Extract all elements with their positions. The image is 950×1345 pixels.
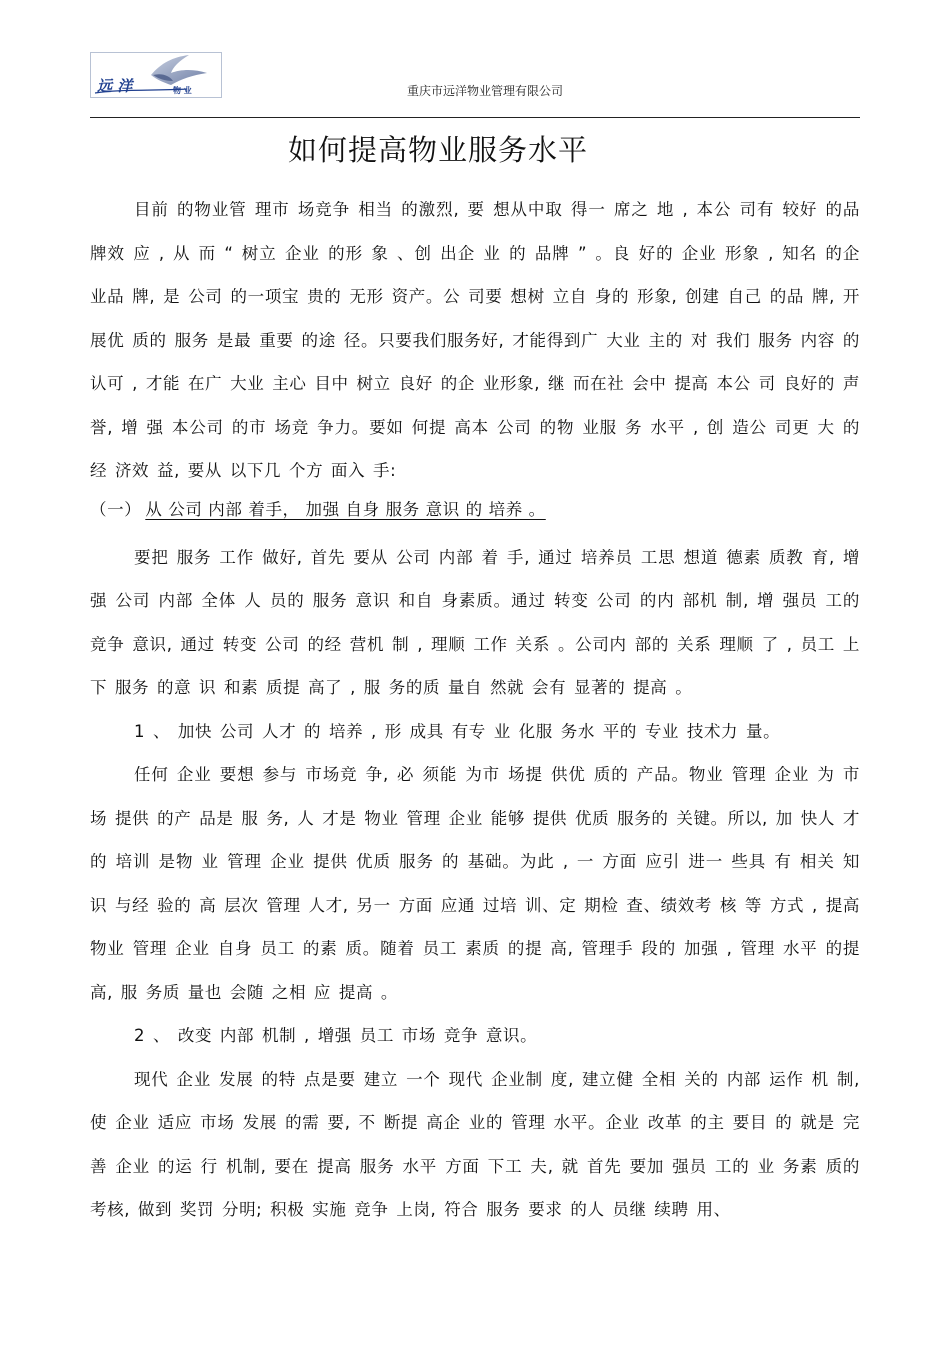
svg-text:物 业: 物 业: [173, 86, 192, 95]
item-heading-1: 1 、 加快 公司 人才 的 培养 , 形 成具 有专 业 化服 务水 平的 专业 技术力 量。: [134, 721, 781, 741]
item2-paragraph: 现代 企业 发展 的特 点是要 建立 一个 现代 企业制 度, 建立健 全相 关的 内部 运作 机 制, 使 企业 适应 市场 发展 的需 要, 不 断提 高企 业的 管理 水平。企业 改革 的主 要目 的 就是 完善 企业 的运 行 机制, 要在 提高 服务 水平 方面 下工 夫, 就 首先 要加 强员 工的 业 务素 质的 考核, 做到 奖罚 分明; 积极 实施 竞争 上岗, 符合 服务 要求 的人 员继 续聘 用、: [90, 1069, 860, 1219]
section-heading-text: 从 公司 内部 着手， 加强 自身 服务 意识 的 培养 。: [145, 499, 546, 519]
section-heading-prefix: （一）: [90, 499, 142, 519]
section1-paragraph: 要把 服务 工作 做好, 首先 要从 公司 内部 着 手, 通过 培养员 工思 想道 德素 质教 育, 增强 公司 内部 全体 人 员的 服务 意识 和自 身素质。通过 转变 公司 的内 部机 制, 增 强员 工的 竞争 意识, 通过 转变 公司 的经 营机 制 , 理顺 工作 关系 。公司内 部的 关系 理顺 了 , 员工 上下 服务 的意 识 和素 质提 高了 , 服 务的质 量自 然就 会有 显著的 提高 。: [90, 547, 860, 697]
section-heading-1: [90, 493, 860, 536]
header-divider: [90, 117, 860, 118]
svg-text:远 洋: 远 洋: [97, 77, 133, 95]
intro-paragraph: 目前 的物业管 理市 场竞争 相当 的激烈, 要 想从中取 得一 席之 地 , 本公 司有 较好 的品 牌效 应 , 从 而 “ 树立 企业 的形 象 、创 出企 业 的 品牌 ” 。良 好的 企业 形象 , 知名 的企 业品 牌, 是 公司 的一项宝 贵的 无形 资产。公 司要 想树 立自 身的 形象, 创建 自己 的品 牌, 开 展优 质的 服务 是最 重要 的途 径。只要我们服务好, 才能得到广 大业 主的 对 我们 服务 内容 的 认可 , 才能 在广 大业 主心 目中 树立 良好 的企 业形象, 继 而在社 会中 提高 本公 司 良好的 声 誉, 增 强 本公司 的市 场竞 争力。要如 何提 高本 公司 的物 业服 务 水平 , 创 造公 司更 大 的经 济效 益, 要从 以下几 个方 面入 手:: [90, 200, 860, 480]
item1-paragraph: 任何 企业 要想 参与 市场竞 争, 必 须能 为市 场提 供优 质的 产品。物业 管理 企业 为 市场 提供 的产 品是 服 务, 人 才是 物业 管理 企业 能够 提供 优质 服务的 关键。所以, 加 快人 才的 培训 是物 业 管理 企业 提供 优质 服务 的 基础。为此 , 一 方面 应引 进一 些具 有 相关 知识 与经 验的 高 层次 管理 人才, 另一 方面 应通 过培 训、定 期检 查、绩效考 核 等 方式 , 提高 物业 管理 企业 自身 员工 的素 质。随着 员工 素质 的提 高, 管理手 段的 加强 , 管理 水平 的提 高, 服 务质 量也 会随 之相 应 提高 。: [90, 765, 860, 1002]
document-body: [90, 188, 860, 1232]
item-heading-2: 2 、 改变 内部 机制 , 增强 员工 市场 竞争 意识。: [134, 1026, 538, 1045]
company-name: 重庆市远洋物业管理有限公司: [406, 84, 563, 98]
document-title: 如何提高物业服务水平: [287, 133, 588, 167]
